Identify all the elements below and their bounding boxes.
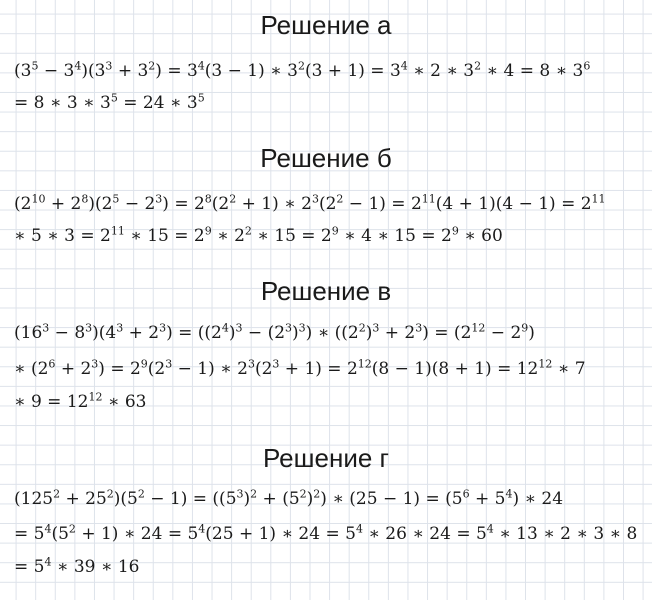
solution-g-line-2: = $5^4(5^2 + 1)$ ∗ $24 = 5^4(25 + 1)$ ∗ $24 = 5^4$ ∗ 26 ∗ $24 = 5^4$ ∗ 13 ∗ 2 ∗ 3 ∗ 8 [14, 522, 638, 544]
solution-v-line-2: ∗ $(2^6 + 2^3) = 2^9(2^3 - 1)$ ∗ $2^3(2^3 + 1) = 2^{12}(8 - 1)(8 + 1) = 12^{12}$ ∗ 7 [14, 357, 586, 379]
heading-solution-g: Решение г [262, 443, 390, 473]
heading-solution-a: Решение а [260, 10, 392, 40]
heading-solution-b: Решение б [260, 143, 392, 173]
solution-v-line-3: ∗ $9 = 12^{12}$ ∗ 63 [14, 390, 147, 412]
heading-solution-v: Решение в [260, 276, 392, 306]
solution-v-line-1: $(16^3 - 8^3)(4^3 + 2^3) = ((2^4)^3 - (2^3)^3)$ ∗ $((2^2)^3 + 2^3) = (2^{12} - 2^9)$ [14, 321, 535, 343]
solution-a-line-2: = 8 ∗ 3 ∗ $3^5 = 24$ ∗ $3^5$ [14, 91, 205, 113]
solution-g-line-1: $(125^2 + 25^2)(5^2 - 1) = ((5^3)^2 + (5^2)^2)$ ∗ $(25 - 1) = (5^6 + 5^4)$ ∗ 24 [14, 487, 564, 509]
solution-b-line-2: ∗ 5 ∗ $3 = 2^{11}$ ∗ $15 = 2^9$ ∗ $2^2$ ∗ $15 = 2^9$ ∗ 4 ∗ $15 = 2^9$ ∗ 60 [14, 224, 503, 246]
solution-b-line-1: $(2^{10} + 2^8)(2^5 - 2^3) = 2^8(2^2 + 1)$ ∗ $2^3(2^2 - 1) = 2^{11}(4 + 1)(4 - 1) = 2^{11}$ [14, 192, 606, 214]
solution-g-line-3: = $5^4$ ∗ 39 ∗ 16 [14, 555, 140, 577]
solution-a-line-1: $(3^5 - 3^4)(3^3 + 3^2) = 3^4(3 - 1)$ ∗ $3^2(3 + 1) = 3^4$ ∗ 2 ∗ $3^2$ ∗ 4 = 8 ∗ $3^6$ [14, 59, 591, 81]
